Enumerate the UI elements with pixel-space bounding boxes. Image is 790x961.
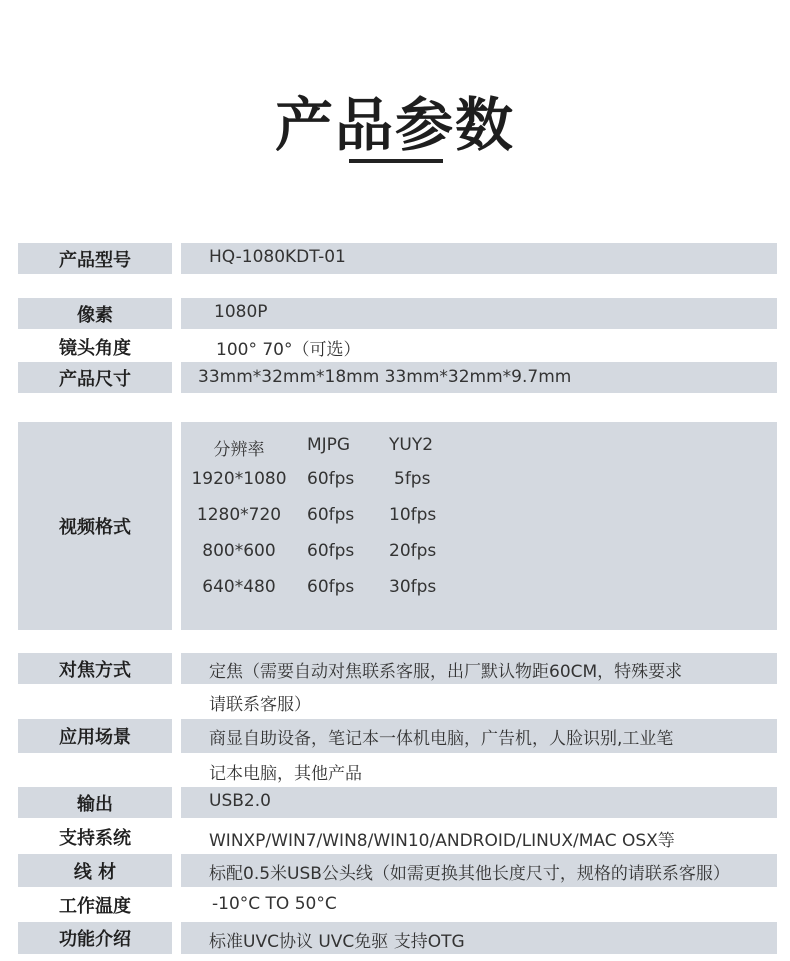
label-output: 输出	[18, 787, 172, 818]
video-format-header-resolution: 分辨率	[213, 440, 265, 460]
title-underline	[349, 159, 443, 163]
value-output: USB2.0	[209, 791, 271, 811]
label-lens-angle: 镜头角度	[59, 337, 131, 359]
value-application-line1: 商显自助设备，笔记本一体机电脑，广告机，人脸识别,工业笔	[209, 729, 674, 749]
value-os: WINXP/WIN7/WIN8/WIN10/ANDROID/LINUX/MAC OSX等	[209, 831, 675, 851]
value-application-line2: 记本电脑，其他产品	[209, 764, 362, 784]
value-lens-angle-cell	[181, 331, 777, 362]
label-pixels: 像素	[18, 298, 172, 329]
value-features-cell	[181, 922, 777, 954]
video-format-cell: 1920*1080	[191, 469, 287, 489]
video-format-cell: 60fps	[307, 577, 355, 597]
value-features: 标准UVC协议 UVC免驱 支持OTG	[209, 932, 465, 952]
video-format-cell: 800*600	[202, 541, 276, 561]
value-pixels: 1080P	[214, 302, 268, 322]
label-temperature: 工作温度	[59, 895, 131, 917]
value-size: 33mm*32mm*18mm 33mm*32mm*9.7mm	[198, 367, 572, 387]
value-os-cell	[181, 820, 777, 853]
video-format-cell: 10fps	[389, 505, 437, 525]
value-pixels-cell	[181, 298, 777, 329]
value-focus-line1: 定焦（需要自动对焦联系客服，出厂默认物距60CM，特殊要求	[209, 662, 683, 682]
value-model-cell	[181, 243, 777, 274]
value-lens-angle: 100° 70°（可选）	[216, 340, 361, 360]
video-format-cell: 640*480	[202, 577, 276, 597]
video-format-cell: 30fps	[389, 577, 437, 597]
value-model: HQ-1080KDT-01	[209, 247, 346, 267]
video-format-cell: 60fps	[307, 541, 355, 561]
label-cable: 线 材	[18, 854, 172, 887]
value-temperature-cell	[181, 888, 777, 921]
label-video-format: 视频格式	[18, 422, 172, 630]
page-title: 产品参数	[274, 91, 515, 159]
value-application-cell	[181, 719, 777, 753]
video-format-header-yuy2: YUY2	[389, 435, 434, 455]
video-format-cell: 5fps	[394, 469, 431, 489]
value-size-cell	[181, 362, 777, 393]
value-cable-cell	[181, 854, 777, 887]
label-focus: 对焦方式	[18, 653, 172, 684]
value-focus-line2: 请联系客服）	[209, 695, 311, 715]
video-format-table	[181, 422, 777, 630]
video-format-header-mjpg: MJPG	[307, 435, 351, 455]
label-application: 应用场景	[18, 719, 172, 753]
value-cable: 标配0.5米USB公头线（如需更换其他长度尺寸，规格的请联系客服）	[209, 864, 730, 884]
video-format-cell: 20fps	[389, 541, 437, 561]
label-features: 功能介绍	[18, 922, 172, 954]
label-size: 产品尺寸	[18, 362, 172, 393]
video-format-cell: 60fps	[307, 505, 355, 525]
value-output-cell	[181, 787, 777, 818]
label-os: 支持系统	[59, 827, 131, 849]
label-model: 产品型号	[18, 243, 172, 274]
value-temperature: -10°C TO 50°C	[212, 894, 337, 914]
value-focus-cell	[181, 653, 777, 684]
video-format-cell: 1280*720	[196, 505, 282, 525]
video-format-cell: 60fps	[307, 469, 355, 489]
